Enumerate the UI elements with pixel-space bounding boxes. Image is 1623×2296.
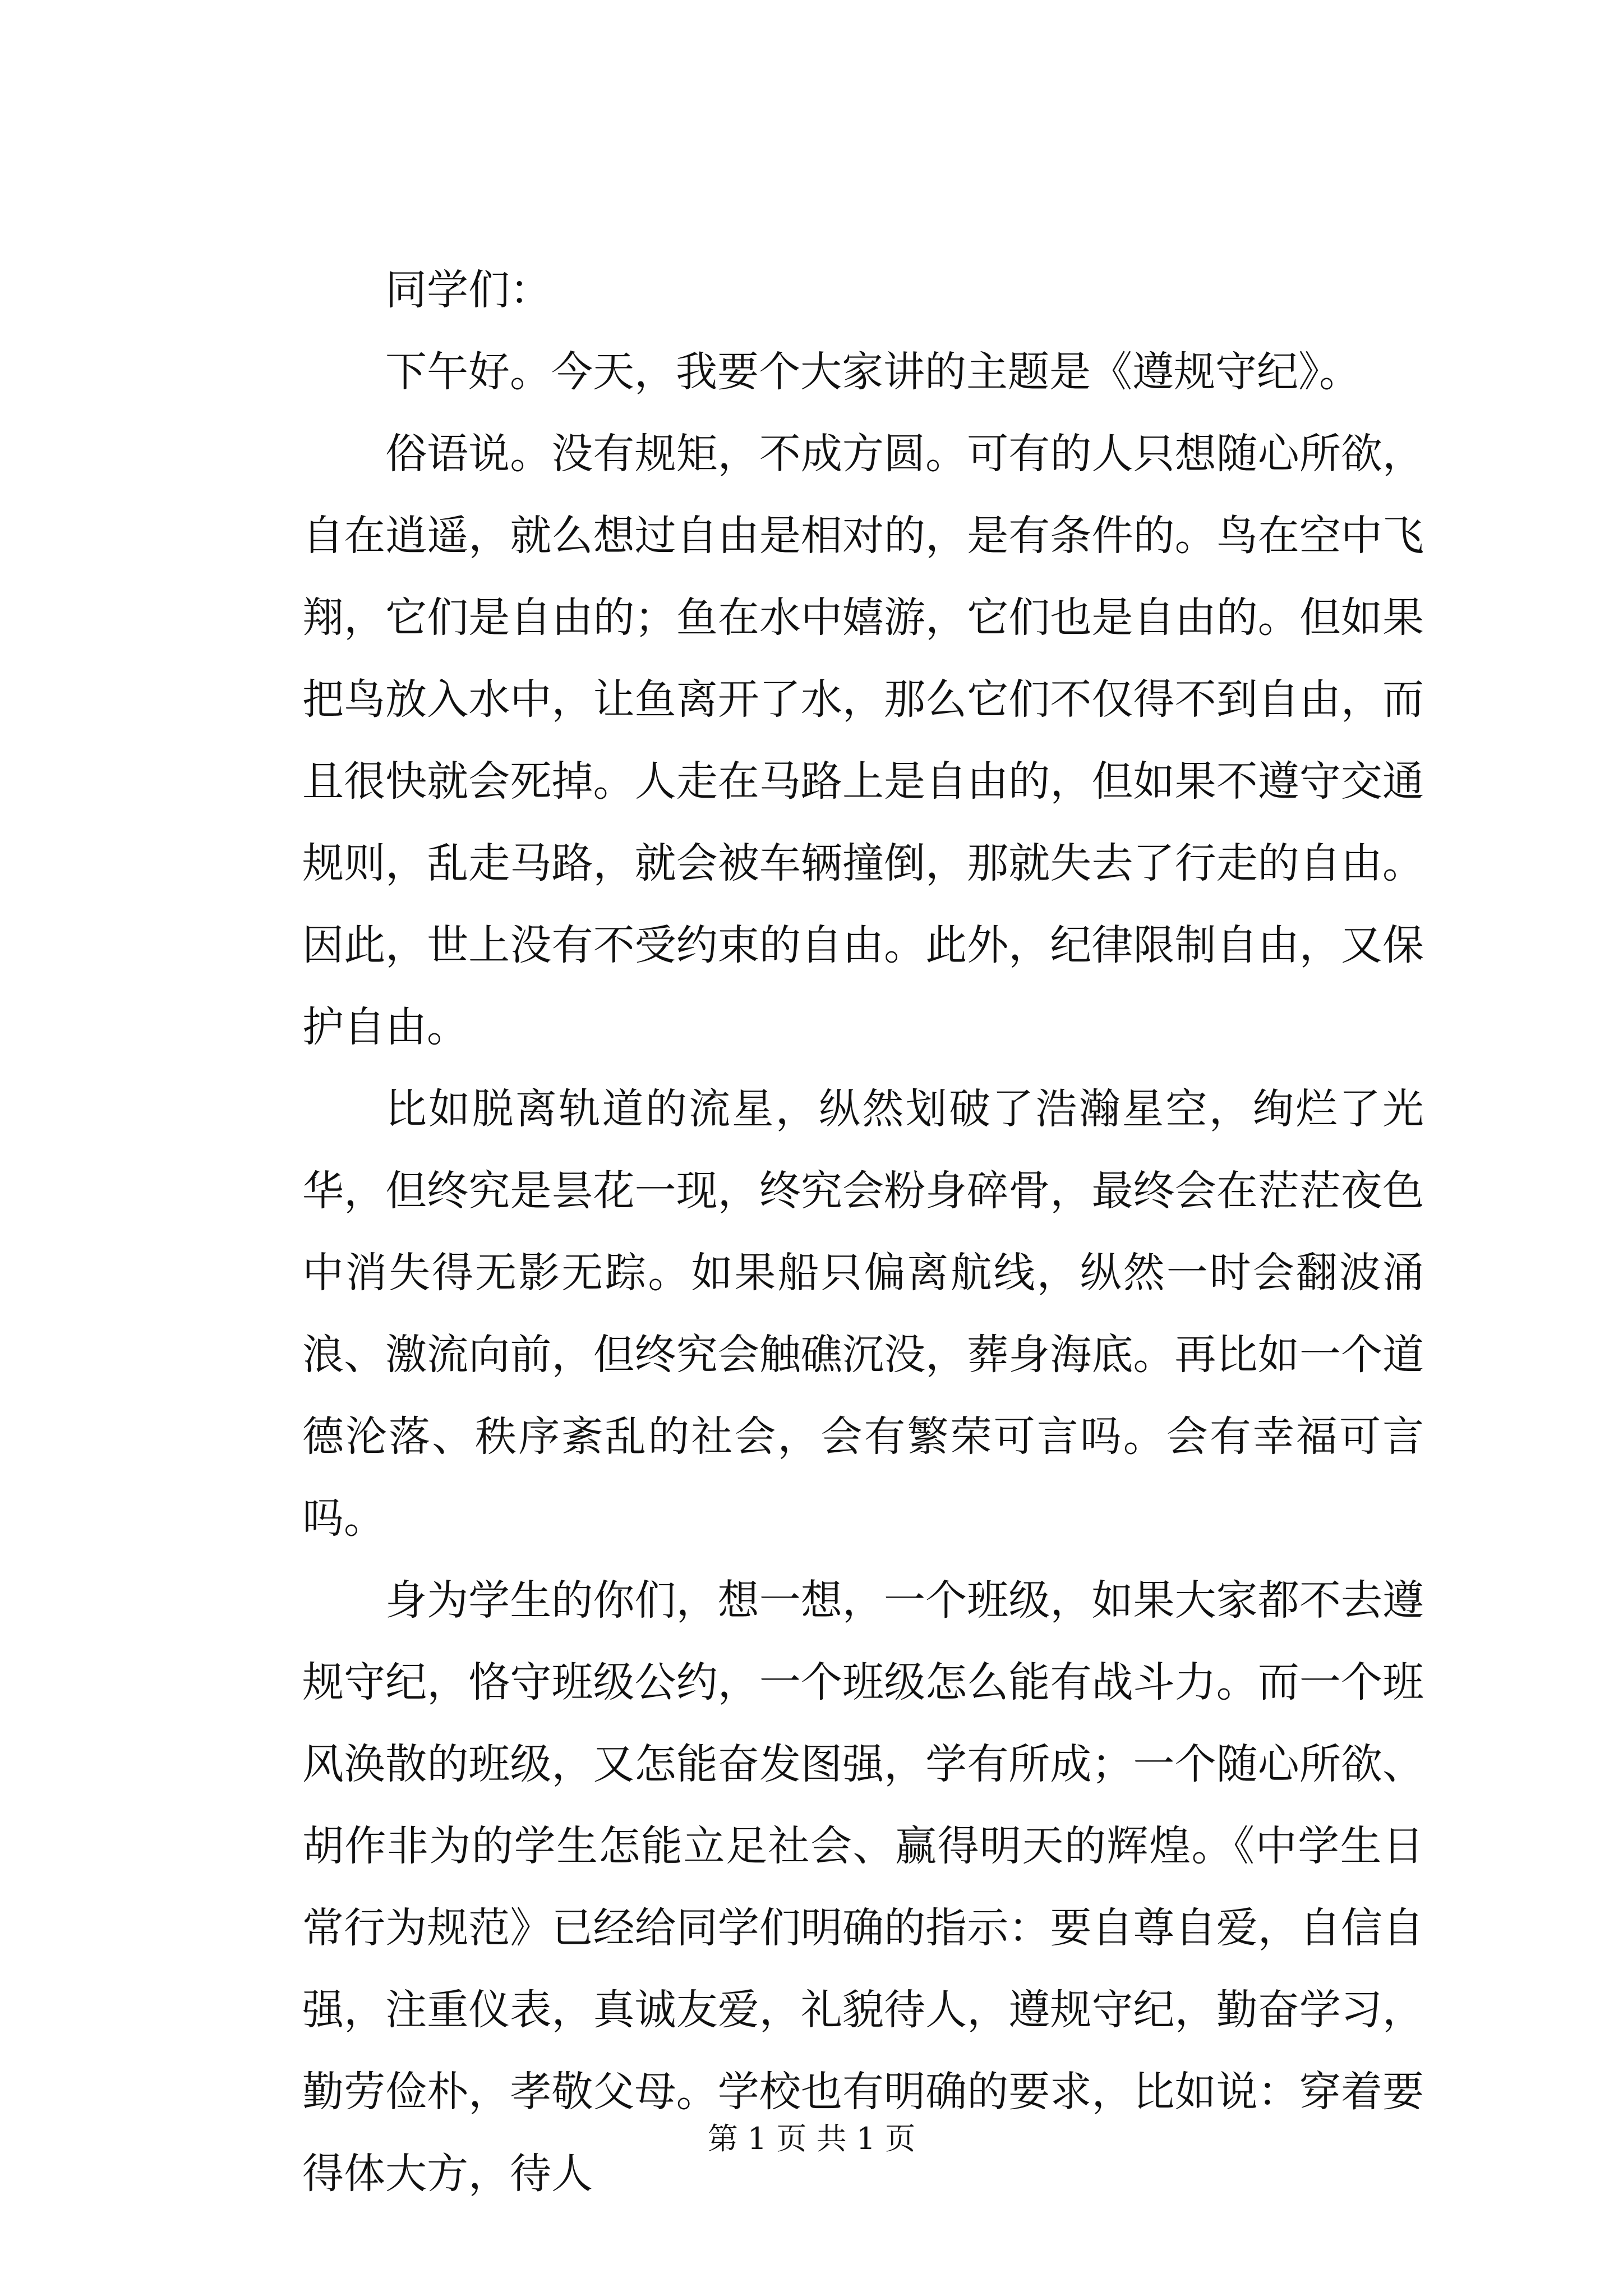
body-paragraph: 比如脱离轨道的流星，纵然划破了浩瀚星空，绚烂了光华，但终究是昙花一现，终究会粉身碎骨，最终会在茫茫夜色中消失得无影无踪。如果船只偏离航线，纵然一时会翻波涌浪、激流向前，但终究会触礁沉没，葬身海底。再比如一个道德沦落、秩序紊乱的社会，会有繁荣可言吗。会有幸福可言吗。 bbox=[302, 1085, 1424, 1543]
document-body bbox=[302, 249, 1424, 2215]
body-paragraph: 俗语说。没有规矩，不成方圆。可有的人只想随心所欲，自在逍遥，就么想过自由是相对的，是有条件的。鸟在空中飞翔，它们是自由的；鱼在水中嬉游，它们也是自由的。但如果把鸟放入水中，让鱼离开了水，那么它们不仅得不到自由，而且很快就会死掉。人走在马路上是自由的，但如果不遵守交通规则，乱走马路，就会被车辆撞倒，那就失去了行走的自由。因此，世上没有不受约束的自由。此外，纪律限制自由，又保护自由。 bbox=[302, 430, 1424, 1051]
opening-paragraph: 下午好。今天，我要个大家讲的主题是《遵规守纪》。 bbox=[385, 348, 1361, 396]
greeting-paragraph: 同学们： bbox=[385, 266, 551, 314]
body-paragraph: 身为学生的你们，想一想，一个班级，如果大家都不去遵规守纪，恪守班级公约，一个班级怎么能有战斗力。而一个班风涣散的班级，又怎能奋发图强，学有所成；一个随心所欲、胡作非为的学生怎能立足社会、赢得明天的辉煌。《中学生日常行为规范》已经给同学们明确的指示：要自尊自爱，自信自强，注重仪表，真诚友爱，礼貌待人，遵规守纪，勤奋学习，勤劳俭朴，孝敬父母。学校也有明确的要求，比如说：穿着要得体大方，待人 bbox=[302, 1576, 1424, 2198]
page-number-footer: 第 1 页 共 1 页 bbox=[707, 2121, 916, 2156]
